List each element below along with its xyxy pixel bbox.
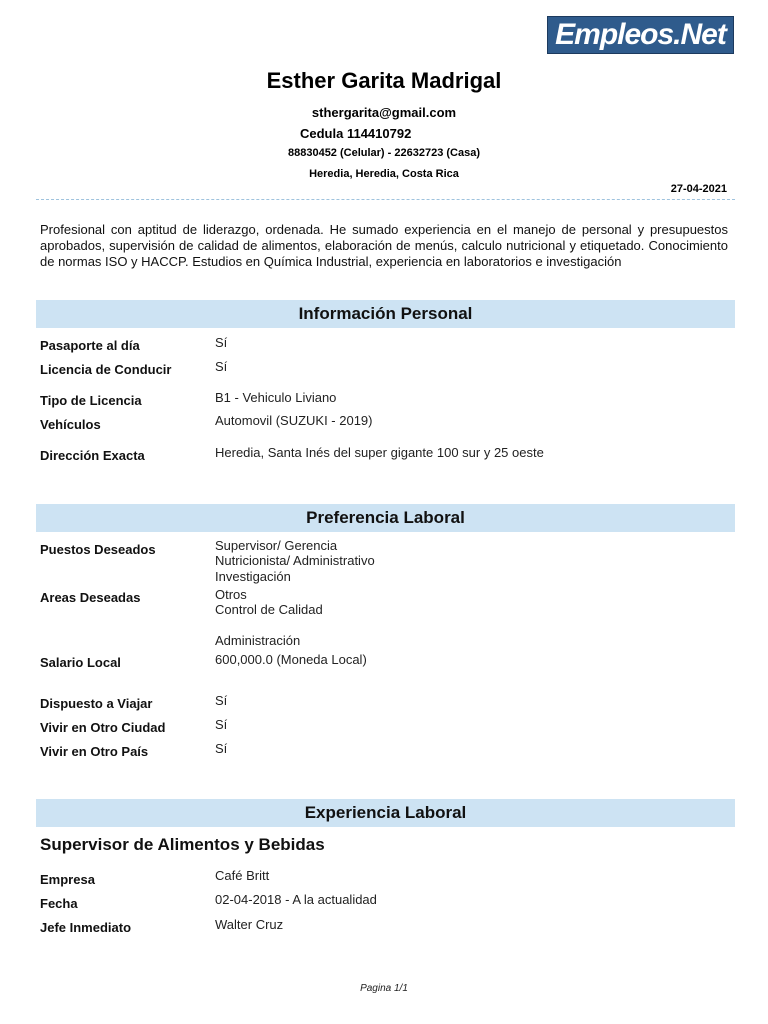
licencia-value: Sí [215,359,228,374]
direccion-label: Dirección Exacta [40,448,145,463]
cedula: Cedula 114410792 [300,126,412,141]
section-personal-header: Información Personal [36,300,735,328]
areas-label: Areas Deseadas [40,590,141,605]
location: Heredia, Heredia, Costa Rica [309,168,459,180]
salario-label: Salario Local [40,655,121,670]
pasaporte-label: Pasaporte al día [40,338,140,353]
puesto-item: Supervisor/ Gerencia [215,538,338,553]
fecha-label: Fecha [40,896,78,911]
empresa-value: Café Britt [215,868,270,883]
viajar-label: Dispuesto a Viajar [40,696,153,711]
vehiculos-value: Automovil (SUZUKI - 2019) [215,413,373,428]
puesto-item: Nutricionista/ Administrativo [215,553,375,568]
licencia-label: Licencia de Conducir [40,362,172,377]
header-divider [36,199,735,200]
jefe-value: Walter Cruz [215,917,284,932]
otra-ciudad-label: Vivir en Otro Ciudad [40,720,166,735]
area-item: Control de Calidad [215,602,323,617]
email: sthergarita@gmail.com [311,105,457,120]
job-title: Supervisor de Alimentos y Bebidas [40,835,325,854]
salario-value: 600,000.0 (Moneda Local) [215,652,367,667]
area-item: Otros [215,587,247,602]
empleos-net-logo: Empleos.Net [547,16,734,54]
puestos-label: Puestos Deseados [40,542,156,557]
tipo-licencia-label: Tipo de Licencia [40,393,142,408]
otro-pais-value: Sí [215,741,228,756]
profile-summary: Profesional con aptitud de liderazgo, ordenada. He sumado experiencia en el manejo de personal y presupuestos aprobados, supervisión de calidad de alimentos, elaboración de menús, calculo nutricional y etiquetado. Conocimiento de normas ISO y HACCP. Estudios en Química Industrial, experiencia en laboratorios e investigación [40,222,728,269]
document-date: 27-04-2021 [670,183,727,195]
fecha-value: 02-04-2018 - A la actualidad [215,892,377,907]
page-number: Pagina 1/1 [360,983,408,994]
section-experiencia-header: Experiencia Laboral [36,799,735,827]
section-preferencia-header: Preferencia Laboral [36,504,735,532]
otro-pais-label: Vivir en Otro País [40,744,149,759]
pasaporte-value: Sí [215,335,228,350]
candidate-name: Esther Garita Madrigal [266,68,502,93]
puesto-item: Investigación [215,569,291,584]
direccion-value: Heredia, Santa Inés del super gigante 100 sur y 25 oeste [215,445,544,460]
tipo-licencia-value: B1 - Vehiculo Liviano [215,390,337,405]
area-item: Administración [215,633,301,648]
jefe-label: Jefe Inmediato [40,920,132,935]
vehiculos-label: Vehículos [40,417,101,432]
otra-ciudad-value: Sí [215,717,228,732]
phone-numbers: 88830452 (Celular) - 22632723 (Casa) [287,147,480,159]
empresa-label: Empresa [40,872,95,887]
viajar-value: Sí [215,693,228,708]
